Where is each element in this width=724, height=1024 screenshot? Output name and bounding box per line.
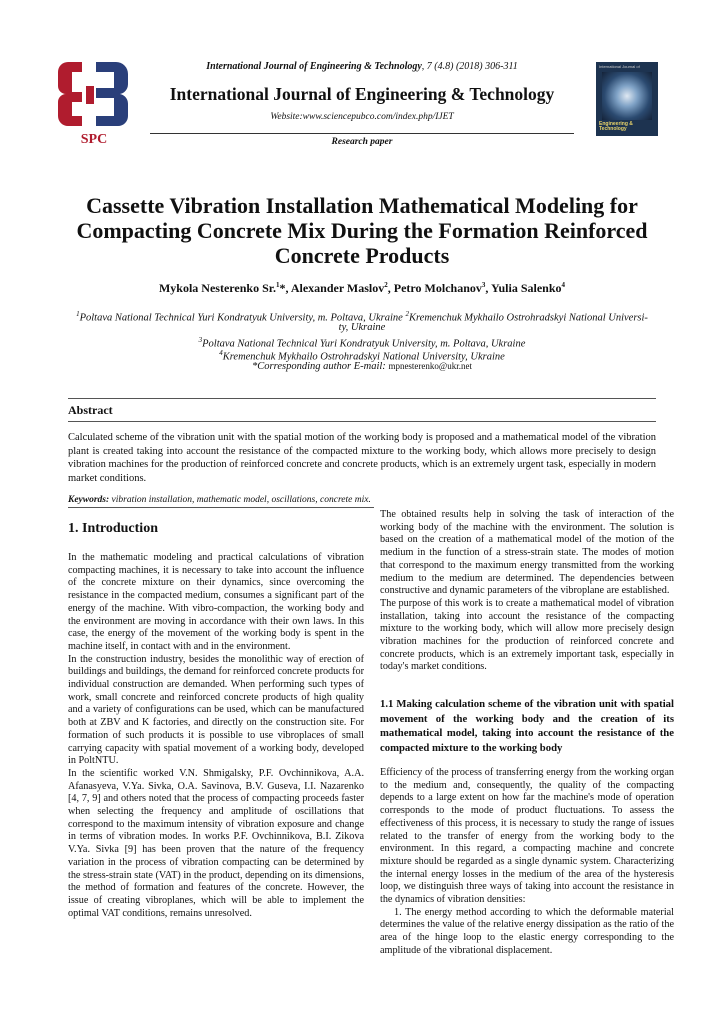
corr-label: *Corresponding author E-mail: xyxy=(252,361,389,372)
section-heading-introduction: 1. Introduction xyxy=(68,521,158,536)
author-list xyxy=(70,281,654,296)
journal-title: International Journal of Engineering & Technology xyxy=(169,84,555,104)
abstract-heading-rule xyxy=(68,421,656,422)
journal-name-short: International Journal of Engineering & Technology xyxy=(206,61,422,72)
journal-website[interactable]: Website:www.sciencepubco.com/index.php/IJET xyxy=(270,112,454,122)
aff-sup: 4 xyxy=(219,349,223,357)
aff-text: Poltava National Technical Yuri Kondratyuk University, m. Poltava, Ukraine xyxy=(202,338,526,350)
left-column xyxy=(68,552,364,920)
abstract-top-rule xyxy=(68,398,656,399)
paragraph: In the mathematic modeling and practical calculations of vibration compacting machines, it is necessary to take into account the influence of the concrete mixture on their dynamics, since overcoming the resistance in the compacted medium, consumes a significant part of the energy of the machine. With vibro-compaction, the working body and the environment are moving in accordance with their own laws. In this case, the energy of the movement of the working body is spent in the machine itself, in contact with and in the environment. xyxy=(68,552,364,652)
logo-right-shape xyxy=(96,62,128,126)
aff-text: Poltava National Technical Yuri Kondratyuk University, m. Poltava, Ukraine xyxy=(79,312,406,324)
corresponding-author xyxy=(68,360,656,374)
author-name: Mykola Nesterenko Sr. xyxy=(158,281,276,295)
author-sup: 2 xyxy=(384,281,388,289)
paragraph: In the scientific worked V.N. Shmigalsky, P.F. Ovchinnikova, A.A. Afanasyeva, V.Ya. Sivka, O.A. Savinova, B.V. Guseva, I.I. Nazarenko [4, 7, 9] and others noted that the process of compacting proceeds faster when selecting the frequency and amplitude of oscillations that correspond to the maximum intensity of vibration exposure and change in terms of vibration modes. In works P.F. Ovchinnikova, B.I. Zikova V.Ya. Sivka [9] has been proven that the nature of the frequency variation in the process of vibration compacting can be determined by the stress-strain state (VAT) in the product, depending on its dimensions, the method of formation and features of the concrete. However, the issue of creating vibroplanes, which will be able to implement the optimal VAT conditions, remains unresolved. xyxy=(68,767,364,919)
author-sup: 4 xyxy=(561,281,566,289)
cover-top-text: International Journal of xyxy=(599,64,640,69)
aff-text: Kremenchuk Mykhailo Ostrohradskyi National University, Ukraine xyxy=(222,351,505,363)
journal-cover-image xyxy=(596,62,658,136)
keywords-label: Keywords: xyxy=(68,495,110,505)
header-divider xyxy=(150,133,574,134)
affiliation-line-2: ty, Ukraine xyxy=(338,322,386,333)
corr-email[interactable]: mpnesterenko@ukr.net xyxy=(388,361,472,371)
paper-type: Research paper xyxy=(331,137,393,147)
aff-sup: 1 xyxy=(76,310,80,318)
author-name: Yulia Salenko xyxy=(490,281,562,295)
cover-label: Engineering & Technology xyxy=(599,121,633,132)
paragraph: Efficiency of the process of transferring energy from the working organ to the medium and, consequently, the quality of the compacting depends to a large extent on how far the machine's mode of operation corresponds to the mode of product fluctuations. To assess the effectiveness of this process, it is necessary to study the range of issues related to the transfer of energy from the working body to the environment. In this regard, a compacting machine and concrete mixture should be regarded as a single dynamic system. Characterizing the internal energy losses in the medium of the area of the hysteresis loop, we distinguish three ways of taking into account the resistance in the dynamics of vibration densities: xyxy=(380,767,674,906)
publisher-logo xyxy=(58,58,130,146)
author-sep: , xyxy=(387,281,394,295)
author-name: Petro Molchanov xyxy=(393,281,482,295)
subsection-heading: 1.1 Making calculation scheme of the vibration unit with spatial movement of the working body and the creation of its mathematical model, taking into account the resistance of the compacted mixture to the working body xyxy=(380,698,674,755)
logo-center-bar xyxy=(86,86,94,104)
journal-issue: , 7 (4.8) (2018) 306-311 xyxy=(421,61,518,72)
paper-title: Cassette Vibration Installation Mathematical Modeling for Compacting Concrete Mix During the Formation Reinforced Concrete Products xyxy=(76,193,648,268)
paragraph: 1. The energy method according to which the deformable material determines the value of the relative energy dissipation as the ratio of the area of the hinge loop to the elastic energy corresponding to the amplitude of the vibrational displacement. xyxy=(380,906,674,956)
logo-left-shape xyxy=(58,62,82,126)
paragraph: In the construction industry, besides the monolithic way of erection of buildings and buildings, the demand for reinforced concrete products for individual construction are demanded. When performing such types of work, small concrete and reinforced concrete products of high quality and a variety of configurations can be used, which can be manufactured both at ZBV and K factories, and directly on the construction site. For formation of such products it is possible to use vibroplaces of small carrying capacity with spatial movement of a working body, developed in PoltNTU. xyxy=(68,653,364,767)
author-sep: , xyxy=(485,281,491,295)
author-sep: *, xyxy=(279,281,291,295)
aff-sup: 2 xyxy=(405,310,409,318)
aff-text: Kremenchuk Mykhailo Ostrohradskyi National Universi- xyxy=(408,312,648,324)
right-column-bottom xyxy=(380,767,674,958)
author-sup: 1 xyxy=(275,281,280,289)
keywords xyxy=(68,495,656,505)
author-name: Alexander Maslov xyxy=(290,281,385,295)
keywords-text: vibration installation, mathematic model, oscillations, concrete mix. xyxy=(109,495,371,505)
paragraph: The obtained results help in solving the task of interaction of the working body of the machine with the environment. The solution is based on the creation of a mathematical model of the motion of the medium in the function of a stress-strain state. The modes of motion that correspond to the maximum energy transmitted from the working medium to the medium are determined. The dependencies between constructive and dynamic parameters of the vibroplane are established. xyxy=(380,509,674,597)
cover-artwork xyxy=(602,72,652,120)
author-sup: 3 xyxy=(481,281,486,289)
keywords-rule xyxy=(68,507,374,508)
logo-text: SPC xyxy=(80,132,108,146)
paragraph: The purpose of this work is to create a mathematical model of vibration installation, taking into account the resistance of the compacting mixture to the working body, which will allow more precisely design vibration machines for the production of reinforced concrete and concrete products, which is an extremely important task, especially in today's market conditions. xyxy=(380,597,674,673)
right-column-top xyxy=(380,509,674,674)
aff-sup: 3 xyxy=(198,336,203,344)
abstract-heading: Abstract xyxy=(68,403,113,417)
journal-citation-line xyxy=(150,61,574,72)
abstract-text: Calculated scheme of the vibration unit with the spatial motion of the working body is proposed and a mathematical model of the vibration plant is created taking into account the resistance of the compacted mixture to the working body, which allows more precisely to design vibration machines for the production of reinforced concrete and concrete products, which is an extremely urgent task, especially in modern market conditions. xyxy=(68,432,656,484)
